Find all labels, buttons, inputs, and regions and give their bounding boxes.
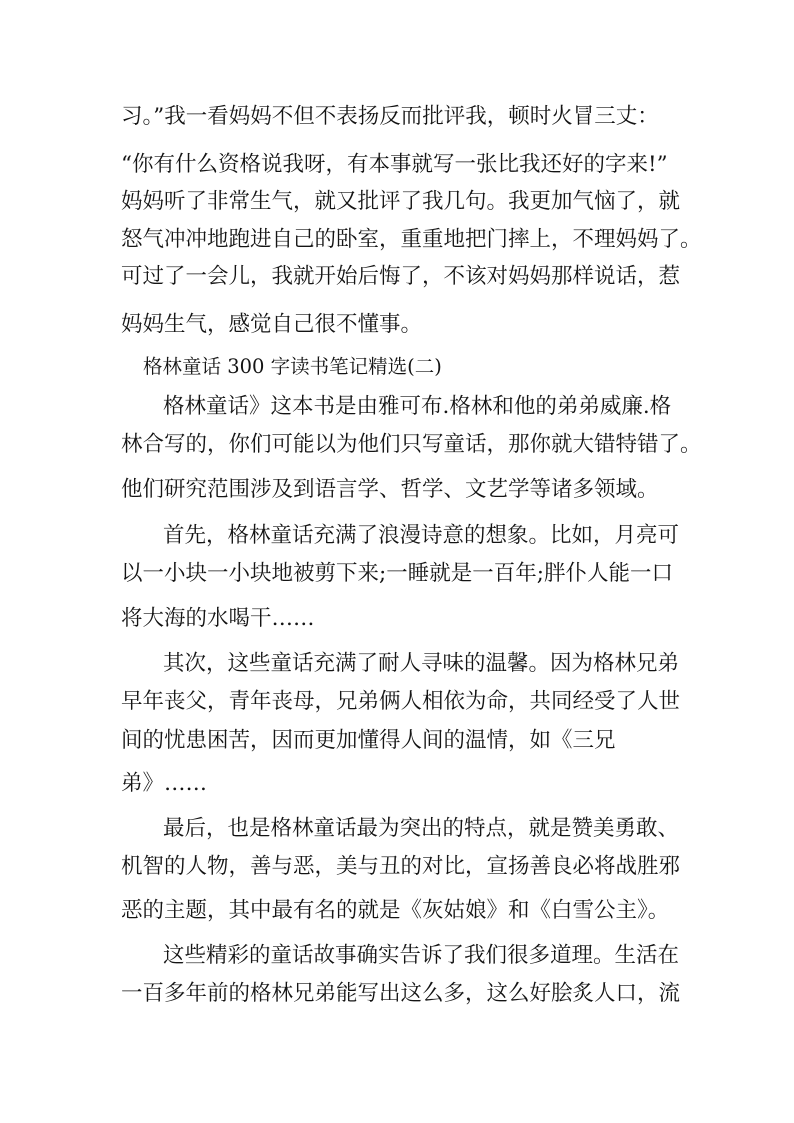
paragraph-line: 习。”我一看妈妈不但不表扬反而批评我，顿时火冒三丈：	[121, 104, 659, 129]
section-heading: 格林童话 300 字读书笔记精选(二)	[143, 355, 442, 378]
paragraph-line: 一百多年前的格林兄弟能写出这么多，这么好脍炙人口，流	[121, 981, 681, 1006]
paragraph-line: 间的忧患困苦，因而更加懂得人间的温情，如《三兄	[121, 728, 616, 753]
paragraph-line: 早年丧父，青年丧母，兄弟俩人相依为命，共同经受了人世	[121, 689, 681, 714]
paragraph-line: 弟》……	[121, 771, 208, 796]
paragraph-line: 格林童话》这本书是由雅可布.格林和他的弟弟威廉.格	[163, 394, 672, 419]
paragraph-line: 机智的人物，善与恶，美与丑的对比，宣扬善良必将战胜邪	[121, 854, 681, 879]
paragraph-line: 这些精彩的童话故事确实告诉了我们很多道理。生活在	[163, 943, 680, 968]
paragraph-line: 林合写的，你们可能以为他们只写童话，那你就大错特错了。	[121, 432, 702, 457]
paragraph-line: 可过了一会儿，我就开始后悔了，不该对妈妈那样说话，惹	[121, 264, 681, 289]
paragraph-line: 将大海的水喝干……	[121, 606, 315, 631]
paragraph-line: 首先，格林童话充满了浪漫诗意的想象。比如，月亮可	[163, 523, 680, 548]
paragraph-line: “你有什么资格说我呀，有本事就写一张比我还好的字来!”	[121, 152, 668, 177]
paragraph-line: 妈妈生气，感觉自己很不懂事。	[121, 312, 423, 337]
paragraph-line: 恶的主题，其中最有名的就是《灰姑娘》和《白雪公主》。	[121, 898, 670, 923]
paragraph-line: 他们研究范围涉及到语言学、哲学、文艺学等诸多领域。	[121, 477, 659, 502]
paragraph-line: 最后，也是格林童话最为突出的特点，就是赞美勇敢、	[163, 816, 680, 841]
paragraph-line: 其次，这些童话充满了耐人寻味的温馨。因为格林兄弟	[163, 651, 680, 676]
paragraph-line: 怒气冲冲地跑进自己的卧室，重重地把门摔上，不理妈妈了。	[121, 227, 702, 252]
paragraph-line: 以一小块一小块地被剪下来;一睡就是一百年;胖仆人能一口	[121, 561, 673, 586]
paragraph-line: 妈妈听了非常生气，就又批评了我几句。我更加气恼了，就	[121, 189, 681, 214]
